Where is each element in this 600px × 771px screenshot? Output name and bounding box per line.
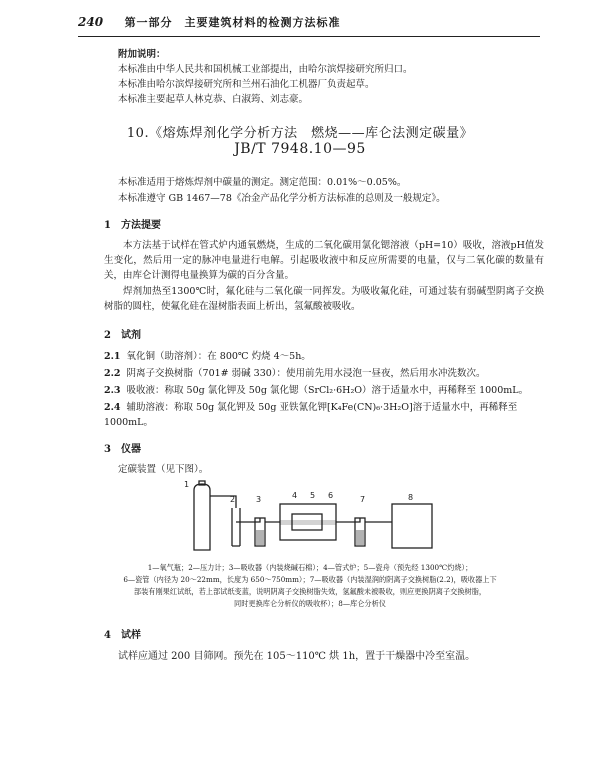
notes-line: 本标准主要起草人林克恭、白淑筠、刘志豪。 (118, 94, 309, 105)
reagent-item (104, 383, 544, 398)
item-text: 阴离子交换树脂（701# 弱碱 330）：使用前先用水浸泡一昼夜，然后用水冲洗数次。 (126, 368, 486, 379)
item-text: 吸收液：称取 50g 氯化钾及 50g 氯化锶（SrCl₂·6H₂O）溶于适量水中，再稀释至 1000mL。 (126, 385, 529, 396)
header-title: 第一部分 主要建筑材料的检测方法标准 (124, 16, 341, 29)
item-number: 2.1 (104, 351, 121, 362)
item-text: 氧化铜（助溶剂）：在 800℃ 灼烧 4～5h。 (126, 351, 311, 362)
item-number: 2.2 (104, 368, 121, 379)
reagent-item (104, 400, 544, 430)
diagram-label: 1 (184, 480, 190, 489)
diagram-label: 6 (328, 491, 334, 500)
sample-text: 试样应通过 200 目筛网。预先在 105～110℃ 烘 1h，置于干燥器中冷至室温。 (118, 651, 476, 662)
figure-caption: 部装有刚果红试纸，若上部试纸变蓝，说明阴离子交换树脂失效，氢氟酸未被吸收，则应更换阴离子交换树脂， (133, 587, 487, 596)
notes-line: 本标准由中华人民共和国机械工业部提出，由哈尔滨焊接研究所归口。 (118, 64, 413, 75)
method-paragraph: 焊剂加热至1300℃时，氟化硅与二氧化碳一同挥发。为吸收氟化硅，可通过装有弱碱型阴离子交换树脂的圆柱，使氟化硅在湿树脂表面上析出，氢氟酸被吸收。 (104, 286, 544, 312)
standard-code: JB/T 7948.10—95 (234, 141, 366, 157)
page-header (78, 14, 540, 37)
section-heading: 4 试样 (104, 630, 141, 641)
item-number: 2.4 (104, 402, 121, 413)
diagram-label: 4 (292, 491, 298, 500)
notes-line: 本标准由哈尔滨焊接研究所和兰州石油化工机器厂负责起草。 (118, 79, 375, 90)
reagent-item (104, 366, 544, 381)
item-number: 2.3 (104, 385, 121, 396)
section-heading: 1 方法提要 (104, 220, 161, 231)
page-number: 240 (78, 15, 104, 29)
diagram-label: 7 (360, 495, 366, 504)
section-heading: 2 试剂 (104, 330, 141, 341)
diagram-label: 3 (256, 495, 262, 504)
method-paragraph: 本方法基于试样在管式炉内通氧燃烧，生成的二氧化碳用氯化锶溶液（pH=10）吸收，溶液pH值发生变化，然后用一定的脉冲电量进行电解。引起吸收液中和反应所需要的电量，仅与二氧化碳的数量有关，由库仑计测得电量换算为碳的百分含量。 (104, 240, 544, 281)
apparatus-lead: 定碳装置（见下图）。 (118, 464, 209, 475)
diagram-label: 5 (310, 491, 316, 500)
item-text: 辅助溶液：称取 50g 氯化钾及 50g 亚铁氰化钾[K₄Fe(CN)₆·3H₂O]溶于适量水中，再稀释至 1000mL。 (104, 402, 518, 428)
diagram-label: 8 (408, 493, 414, 502)
diagram-label: 2 (230, 495, 236, 504)
carbon-apparatus-diagram (170, 478, 450, 558)
section-heading: 3 仪器 (104, 444, 141, 455)
figure-caption: 同时更换库仑分析仪的吸收杯）；8—库仑分析仪 (234, 599, 386, 608)
figure-caption: 1—氧气瓶；2—压力计；3—吸收器（内装烧碱石棉）；4—管式炉；5—瓷舟（预先经 1300℃灼烧）； (147, 563, 473, 572)
notes-title: 附加说明： (118, 49, 166, 60)
scope-text: 本标准适用于熔炼焊剂中碳量的测定。测定范围：0.01%～0.05%。 (118, 177, 407, 188)
compliance-text: 本标准遵守 GB 1467—78《冶金产品化学分析方法标准的总则及一般规定》。 (118, 193, 446, 204)
reagent-item (104, 349, 544, 364)
figure-caption: 6—瓷管（内径为 20～22mm，长度为 650～750mm）；7—吸收器（内装湿润的阴离子交换树脂(2.2)，吸收器上下 (123, 575, 497, 584)
standard-title: 10.《熔炼焊剂化学分析方法 燃烧——库仑法测定碳量》 (126, 126, 474, 141)
